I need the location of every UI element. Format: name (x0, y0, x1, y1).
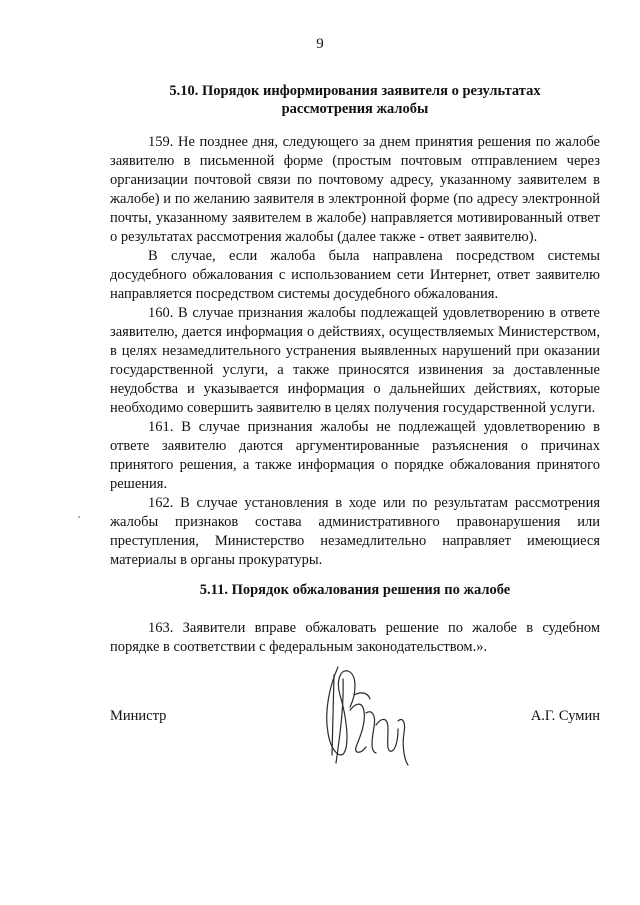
page-number: 9 (316, 36, 324, 52)
signatory-name: А.Г. Сумин (530, 708, 600, 724)
section-heading-line: 5.10. Порядок информирования заявителя о результатах (169, 83, 541, 99)
signatory-title: Министр (110, 708, 167, 724)
scan-artifact (78, 516, 80, 518)
section-5-11-body (110, 619, 600, 657)
paragraph-160: 160. В случае признания жалобы подлежащей удовлетворению в ответе заявителю, дается информация о действиях, осуществляемых Министерством, в целях незамедлительного устранения выявленных нарушений при оказании государственной услуги, а также приносятся извинения за доставленные неудобства и указывается информация о дальнейших действиях, которые необходимо совершить заявителю в целях получения государственной услуги. (110, 305, 600, 416)
paragraph-163: 163. Заявители вправе обжаловать решение по жалобе в судебном порядке в соответствии с федеральным законодательством.». (110, 620, 600, 655)
section-5-10-body (110, 133, 600, 570)
section-heading-5-10 (110, 82, 600, 118)
paragraph-159-online: В случае, если жалоба была направлена посредством системы досудебного обжалования с использованием сети Интернет, ответ заявителю направляется посредством системы досудебного обжалования. (110, 248, 600, 302)
handwritten-signature (310, 655, 420, 770)
paragraph-161: 161. В случае признания жалобы не подлежащей удовлетворению в ответе заявителю даются аргументированные разъяснения о причинах принятого решения, а также информация о порядке обжалования принятого решения. (110, 419, 600, 492)
section-heading-5-11: 5.11. Порядок обжалования решения по жалобе (199, 582, 511, 598)
paragraph-162: 162. В случае установления в ходе или по результатам рассмотрения жалобы признаков состава административного правонарушения или преступления, Министерство незамедлительно направляет имеющиеся материалы в органы прокуратуры. (110, 495, 600, 568)
section-heading-line: рассмотрения жалобы (281, 101, 429, 117)
paragraph-159: 159. Не позднее дня, следующего за днем принятия решения по жалобе заявителю в письменной форме (простым почтовым отправлением через организации почтовой связи по почтовому адресу, указанному заявителем в жалобе) и по желанию заявителя в электронной форме (по адресу электронной почты, указанному заявителем в жалобе) направляется мотивированный ответ о результатах рассмотрения жалобы (далее также - ответ заявителю). (110, 134, 600, 245)
